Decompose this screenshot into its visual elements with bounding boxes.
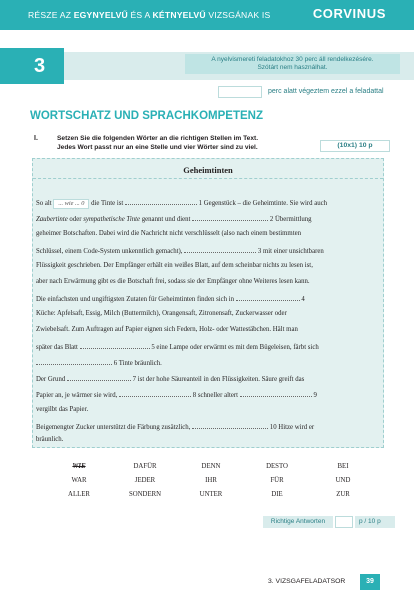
text-line-10: später das Blatt 5 eine Lampe oder erwärmt es mit dem Bügeleisen, färbt sich — [36, 341, 319, 352]
word-option: WAR — [71, 477, 87, 484]
time-note-line1: A nyelvismereti feladatokhoz 30 perc áll rendelkezésére. — [211, 56, 374, 63]
gap-10[interactable] — [192, 421, 268, 429]
section-title: WORTSCHATZ UND SPRACHKOMPETENZ — [30, 110, 263, 122]
text-line-7: Die einfachsten und ungiftigsten Zutaten für Geheimtinten finden sich in 4 — [36, 293, 305, 304]
text-line-2: Zaubertinte oder sympathetische Tinte genannt und dient 2 Übermittlung — [36, 213, 312, 224]
gap-8[interactable] — [119, 389, 191, 397]
text-line-14: vergilbt das Papier. — [36, 406, 89, 413]
word-option: ZUR — [336, 491, 350, 498]
word-option: FÜR — [270, 477, 284, 484]
score-total: p / 10 p — [355, 516, 395, 528]
task-number: 3 — [34, 55, 46, 77]
word-option: DESTO — [266, 463, 288, 470]
text-line-9: Zwiebelsaft. Zum Auftragen auf Papier eignen sich Federn, Holz- oder Wattestäbchen. Hält man — [36, 326, 298, 333]
word-option: BEI — [337, 463, 349, 470]
minutes-input-box[interactable] — [218, 86, 262, 98]
text-line-8: Küche: Apfelsaft, Essig, Milch (Buttermilch), Orangensaft, Zitronensaft, Zuckerwasser oder — [36, 310, 287, 317]
text-line-12: Der Grund 7 ist der hohe Säureanteil in den Flüssigkeiten. Säure greift das — [36, 373, 304, 384]
word-option: DENN — [201, 463, 221, 470]
score-input-box[interactable] — [335, 516, 353, 528]
done-label: perc alatt végeztem ezzel a feladattal — [268, 88, 384, 95]
header-bar — [0, 0, 414, 30]
word-option: IHR — [205, 477, 217, 484]
text-line-1: So alt ... wie ... 0 die Tinte ist 1 Gegenstück – die Geheimtinte. Sie wird auch — [36, 197, 327, 209]
reading-text-box — [32, 158, 384, 448]
gap-5[interactable] — [80, 341, 150, 349]
time-note — [185, 54, 400, 74]
word-option: DAFÜR — [133, 463, 157, 470]
points-badge: (10x1) 10 p — [320, 140, 390, 152]
text-line-6: aber nach Erwärmung gibt es die Botschaft frei, sodass sie der Empfänger ohne Weiteres lesen kann. — [36, 278, 310, 285]
instruction-line2: Jedes Wort passt nur an eine Stelle und vier Wörter sind zu viel. — [57, 144, 258, 151]
word-option: ALLER — [68, 491, 90, 498]
gap-2[interactable] — [192, 213, 268, 221]
gap-1[interactable] — [125, 197, 197, 205]
brand-logo: CORVINUS — [312, 6, 386, 21]
text-line-11: 6 Tinte bräunlich. — [36, 357, 162, 368]
text-line-15: Beigemengter Zucker unterstützt die Färbung zusätzlich, 10 Hitze wird er — [36, 421, 314, 432]
gap-4[interactable] — [236, 293, 300, 301]
text-title: Geheimtinten — [183, 165, 233, 175]
gap-6[interactable] — [36, 357, 112, 365]
text-line-3: geheimer Botschaften. Dabei wird die Nachricht nicht verschlüsselt (also nach einem bestimmten — [36, 230, 301, 237]
text-line-13: Papier an, je wärmer sie wird, 8 schneller altert 9 — [36, 389, 317, 400]
example-gap: ... wie ... 0 — [53, 199, 89, 209]
gap-3[interactable] — [184, 245, 256, 253]
word-option: JEDER — [134, 477, 156, 484]
text-line-16: bräunlich. — [36, 436, 64, 443]
gap-7[interactable] — [67, 373, 131, 381]
task-instructions — [57, 134, 327, 152]
word-option: SONDERN — [128, 491, 162, 498]
task-label: I. — [34, 135, 38, 142]
gap-9[interactable] — [240, 389, 312, 397]
word-option: UNTER — [199, 491, 223, 498]
task-number-box — [0, 48, 64, 84]
page-number: 39 — [360, 574, 380, 590]
instruction-line1: Setzen Sie die folgenden Wörter an die richtigen Stellen im Text. — [57, 135, 259, 142]
time-note-line2: Szótárt nem használhat. — [257, 64, 328, 71]
footer-label: 3. VIZSGAFELADATSOR — [268, 578, 346, 585]
done-row — [218, 86, 400, 98]
text-line-5: Flüssigkeit geschrieben. Der Empfänger erhält ein weißes Blatt, auf dem scheinbar nichts zu lesen ist, — [36, 262, 313, 269]
text-line-4: Schlüssel, einem Code-System unkenntlich gemacht), 3 mit einer unsichtbaren — [36, 245, 324, 256]
score-label: Richtige Antworten — [263, 516, 333, 528]
word-option: DIE — [271, 491, 283, 498]
word-option: UND — [335, 477, 351, 484]
header-tagline: RÉSZE AZ EGYNYELVŰ ÉS A KÉTNYELVŰ VIZSGÁNAK IS — [28, 10, 271, 20]
title-divider — [33, 178, 383, 179]
word-option: WIE — [72, 463, 86, 470]
